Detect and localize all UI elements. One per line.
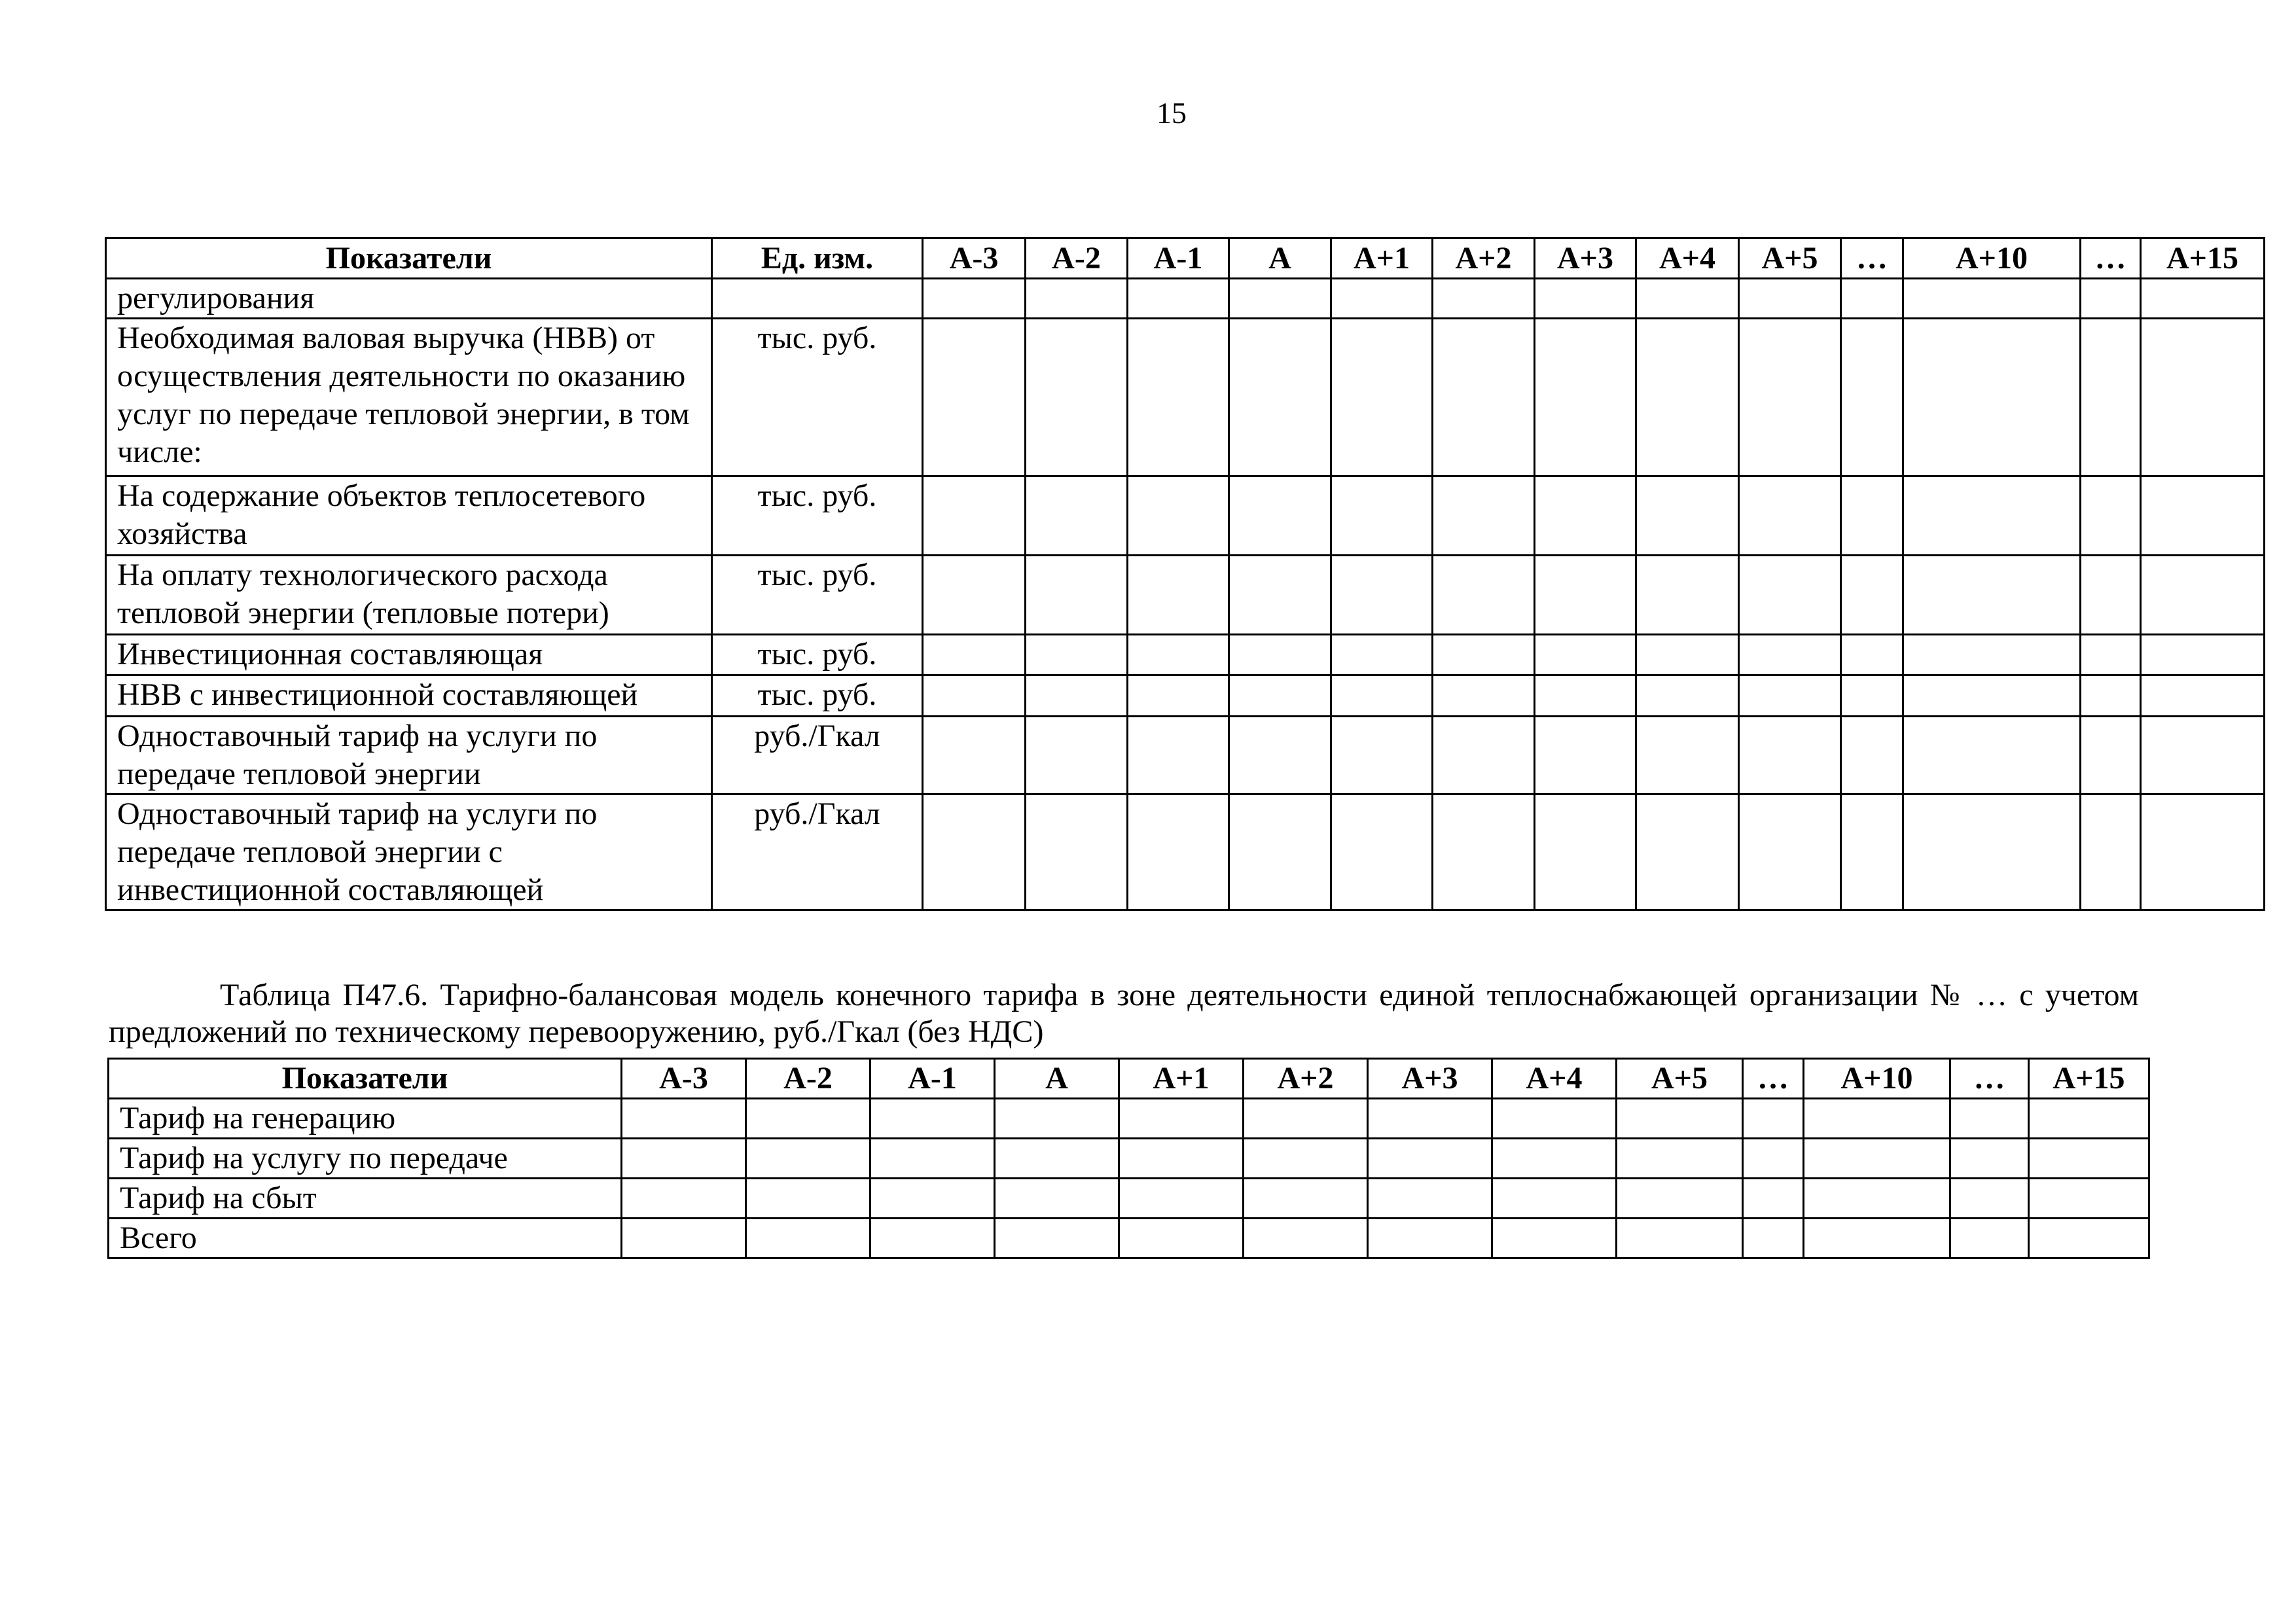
row-unit: тыс. руб. [712,556,923,635]
tariff-indicators-table [105,237,2265,911]
header-year: А+15 [2029,1059,2149,1099]
table-header-row [106,238,2265,279]
row-unit: руб./Гкал [712,794,923,910]
row-label: Тариф на услугу по передаче [109,1139,622,1179]
table-header-row [109,1059,2149,1099]
header-year: А [1229,238,1331,279]
header-indicators: Показатели [106,238,712,279]
table-row [106,717,2265,794]
table-row [106,476,2265,556]
row-label: Инвестиционная составляющая [106,635,712,675]
header-year: А+10 [1804,1059,1950,1099]
header-year: А-1 [870,1059,995,1099]
row-unit: тыс. руб. [712,675,923,717]
header-year: А+1 [1119,1059,1244,1099]
row-label: Одноставочный тариф на услуги по передаче тепловой энергии [106,717,712,794]
header-year: А-2 [1026,238,1128,279]
table-row [106,635,2265,675]
header-year: А+10 [1903,238,2081,279]
header-year: А+2 [1244,1059,1368,1099]
row-label: На оплату технологического расхода тепловой энергии (тепловые потери) [106,556,712,635]
row-label: Необходимая валовая выручка (НВВ) от осуществления деятельности по оказанию услуг по передаче тепловой энергии, в том числе: [106,319,712,476]
header-ellipsis: … [1743,1059,1804,1099]
row-label: Одноставочный тариф на услуги по передаче тепловой энергии с инвестиционной составляющей [106,794,712,910]
row-unit: руб./Гкал [712,717,923,794]
header-year: А+15 [2141,238,2265,279]
row-label: НВВ с инвестиционной составляющей [106,675,712,717]
table-row [106,319,2265,476]
table-row [106,675,2265,717]
row-unit: тыс. руб. [712,476,923,556]
header-unit: Ед. изм. [712,238,923,279]
header-year: А-3 [622,1059,746,1099]
header-year: А [995,1059,1119,1099]
header-ellipsis: … [1950,1059,2029,1099]
header-year: А+5 [1617,1059,1743,1099]
tariff-balance-model-table [107,1058,2150,1259]
table-row [106,279,2265,319]
table-caption: Таблица П47.6. Тарифно-балансовая модель конечного тарифа в зоне деятельности единой теплоснабжающей организации № … с учетом предложений по техническому перевооружению, руб./Гкал (без НДС) [109,978,2139,1049]
table-row [106,794,2265,910]
table-row [109,1179,2149,1219]
header-indicators: Показатели [109,1059,622,1099]
header-year: А+3 [1368,1059,1492,1099]
header-year: А-2 [746,1059,870,1099]
header-year: А+3 [1535,238,1636,279]
table-row [109,1219,2149,1258]
row-unit: тыс. руб. [712,319,923,476]
row-label: Тариф на генерацию [109,1099,622,1139]
row-label: Всего [109,1219,622,1258]
row-unit: тыс. руб. [712,635,923,675]
row-label: регулирования [106,279,712,319]
header-year: А+1 [1331,238,1433,279]
header-year: А+5 [1739,238,1841,279]
header-year: А-3 [923,238,1026,279]
header-ellipsis: … [2081,238,2141,279]
row-unit [712,279,923,319]
page-number: 15 [1157,96,1187,130]
header-year: А+4 [1492,1059,1617,1099]
row-label: Тариф на сбыт [109,1179,622,1219]
table-row [109,1099,2149,1139]
header-year: А+4 [1636,238,1739,279]
header-year: А-1 [1128,238,1229,279]
table-row [106,556,2265,635]
header-ellipsis: … [1841,238,1903,279]
header-year: А+2 [1433,238,1535,279]
row-label: На содержание объектов теплосетевого хозяйства [106,476,712,556]
table-row [109,1139,2149,1179]
